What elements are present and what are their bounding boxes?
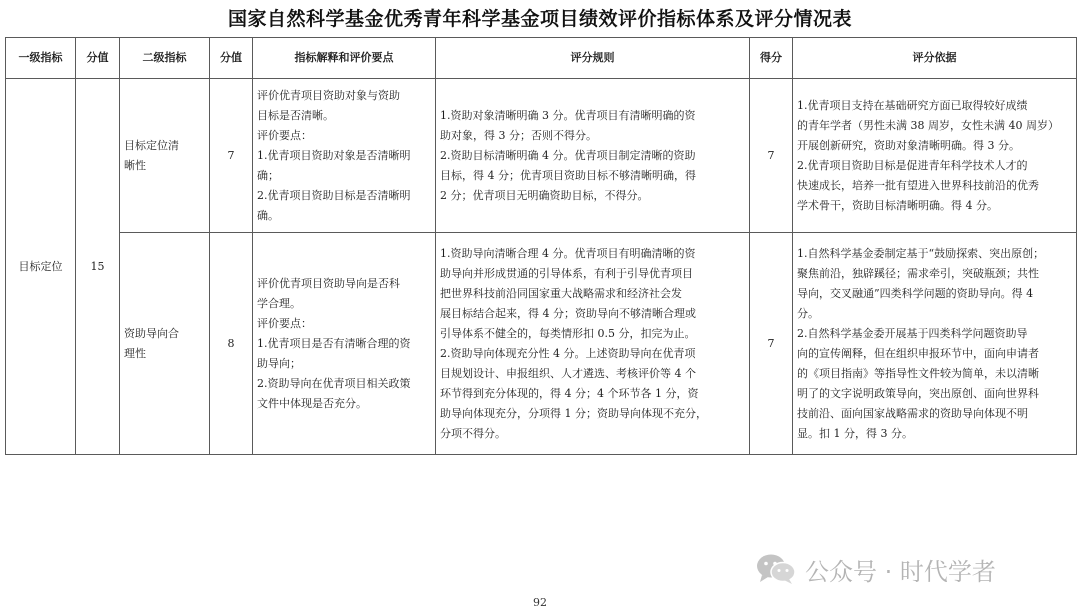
level2-name-text: 目标定位清 晰性 [124,138,179,172]
obtained-score: 7 [750,233,793,455]
header-explanation: 指标解释和评价要点 [253,38,436,79]
level2-score: 7 [210,79,253,233]
level2-name [120,79,210,233]
basis-cell [793,233,1077,455]
page-title: 国家自然科学基金优秀青年科学基金项目绩效评价指标体系及评分情况表 [227,8,852,30]
watermark [755,551,996,587]
rules-cell [436,233,750,455]
level2-name [120,233,210,455]
level1-name: 目标定位 [6,79,76,455]
level2-name-text: 资助导向合 理性 [124,326,179,360]
explanation-text: 评价优青项目资助导向是否科 学合理。 评价要点： 1.优青项目是否有清晰合理的资 助导向； 2.资助导向在优青项目相关政策 文件中体现是否充分。 [257,276,411,410]
table-row [6,233,1077,455]
explanation-text: 评价优青项目资助对象与资助 目标是否清晰。 评价要点： 1.优青项目资助对象是否清晰明 确； 2.优青项目资助目标是否清晰明 确。 [257,88,411,222]
basis-text: 1.自然科学基金委制定基于“鼓励探索、突出原创； 聚焦前沿，独辟蹊径；需求牵引，突破瓶颈；共性 导向，交叉融通”四类科学问题的资助导向。得 4 分。 2.自然科学基金委开展基于四类科学问题资助导 向的宣传阐释，但在组织申报环节中，面向申请者 的《项目指南》等指导性文件较为简单，未以清晰 明了的文字说明政策导向，突出原创、面向世界科 技前沿、面向国家战略需求的资助导向体现不明 显。扣 1 分，得 3 分。 [797,246,1045,440]
explanation-cell [253,79,436,233]
wechat-icon [755,553,797,585]
basis-text: 1.优青项目支持在基础研究方面已取得较好成绩 的青年学者（男性未满 38 周岁，女性未满 40 周岁） 开展创新研究，资助对象清晰明确。得 3 分。 2.优青项目资助目标是促进青年科学技术人才的 快速成长，培养一批有望进入世界科技前沿的优秀 学术骨干，资助目标清晰明确。得 4 分。 [797,98,1059,212]
header-score2: 分值 [210,38,253,79]
level2-score: 8 [210,233,253,455]
header-obtained: 得分 [750,38,793,79]
evaluation-table [5,37,1077,455]
header-score1: 分值 [76,38,120,79]
obtained-score: 7 [750,79,793,233]
header-basis: 评分依据 [793,38,1077,79]
header-level2: 二级指标 [120,38,210,79]
basis-cell [793,79,1077,233]
header-level1: 一级指标 [6,38,76,79]
table-row [6,79,1077,233]
rules-cell [436,79,750,233]
rules-text: 1.资助对象清晰明确 3 分。优青项目有清晰明确的资 助对象，得 3 分；否则不得分。 2.资助目标清晰明确 4 分。优青项目制定清晰的资助 目标，得 4 分；优青项目资助目标不够清晰明确，得 2 分；优青项目无明确资助目标，不得分。 [440,108,696,202]
page-number: 92 [533,596,547,609]
watermark-text: 公众号 · 时代学者 [805,557,996,586]
header-rules: 评分规则 [436,38,750,79]
explanation-cell [253,233,436,455]
header-row [6,38,1077,79]
level1-score: 15 [76,79,120,455]
rules-text: 1.资助导向清晰合理 4 分。优青项目有明确清晰的资 助导向并形成贯通的引导体系，有利于引导优青项目 把世界科技前沿同国家重大战略需求和经济社会发 展目标结合起来，得 4 分；资助导向不够清晰合理或 引导体系不健全的，每类情形扣 0.5 分，扣完为止。 2.资助导向体现充分性 4 分。上述资助导向在优青项 目规划设计、申报组织、人才遴选、考核评价等 4 个 环节得到充分体现的，得 4 分；4 个环节各 1 分，资 助导向体现充分，分项得 1 分；资助导向体现不充分， 分项不得分。 [440,246,707,440]
